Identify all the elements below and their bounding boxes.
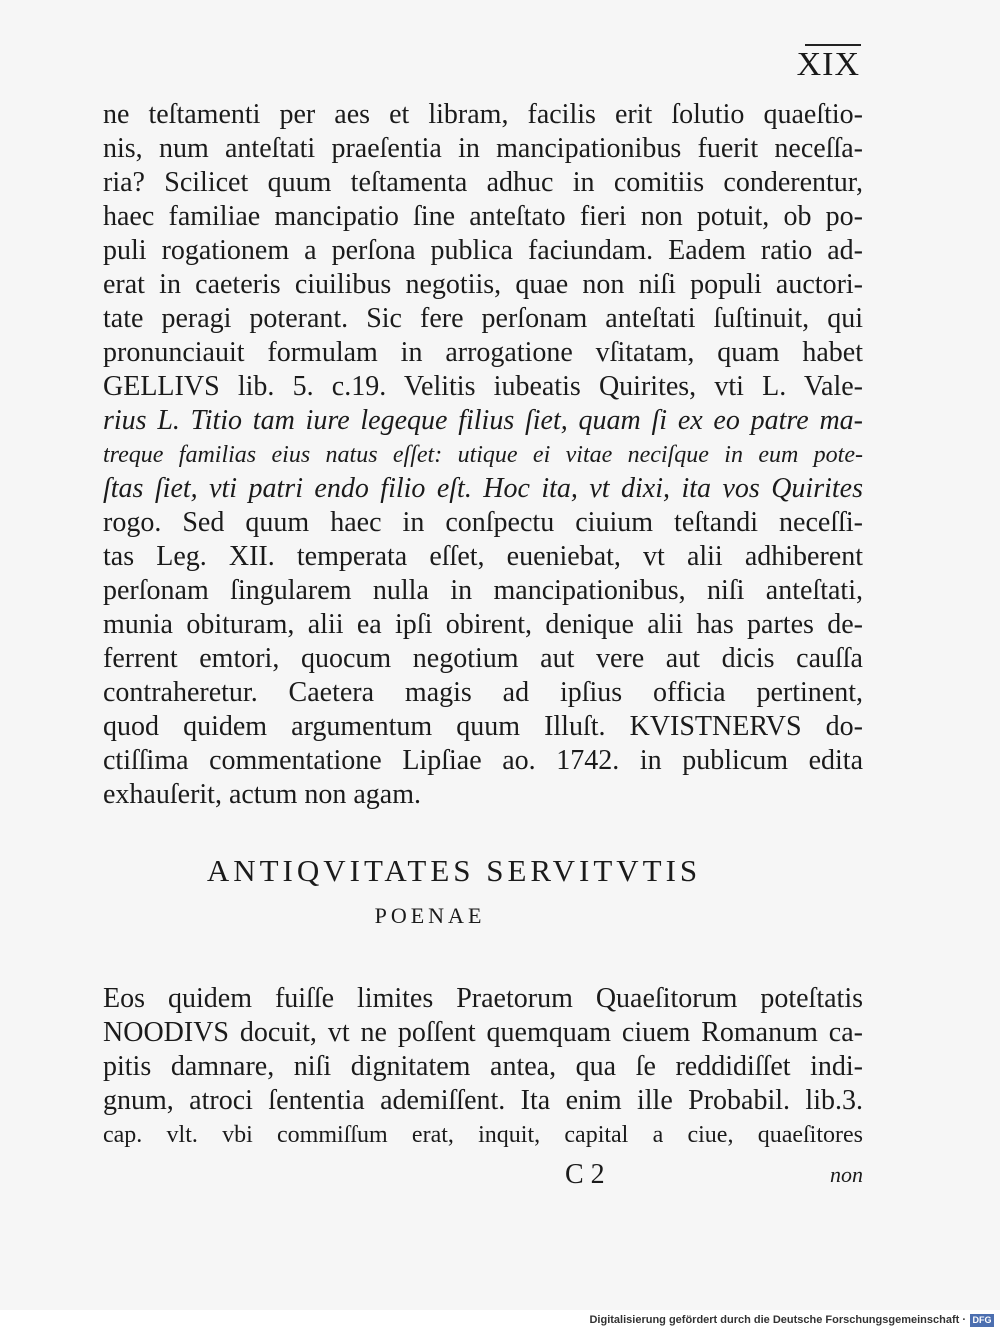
page-number: XIX xyxy=(796,46,860,83)
paragraph-2 xyxy=(103,982,863,1152)
text-line: quod quidem argumentum quum Illuſt. KVISTNERVS do- xyxy=(103,711,863,742)
text-line: treque familias eius natus eſſet: utique ei vitae neciſque in eum pote- xyxy=(103,442,863,468)
text-line: erat in caeteris ciuilibus negotiis, quae non niſi populi auctori- xyxy=(103,269,863,300)
text-line: ne teſtamenti per aes et libram, facilis erit ſolutio quaeſtio- xyxy=(103,99,863,130)
text-line: gnum, atroci ſententia ademiſſent. Ita enim ille Probabil. lib.3. xyxy=(103,1085,863,1116)
text-line: tate peragi poterant. Sic fere perſonam anteſtati ſuſtinuit, qui xyxy=(103,303,863,334)
footer-credit: Digitalisierung gefördert durch die Deutsche Forschungsgemeinschaft · xyxy=(589,1314,966,1326)
text-line: haec familiae mancipatio ſine anteſtato fieri non potuit, ob po- xyxy=(103,201,863,232)
text-line: cap. vlt. vbi commiſſum erat, inquit, capital a ciue, quaeſitores xyxy=(103,1122,863,1148)
digitization-footer xyxy=(0,1310,1000,1332)
text-line: nis, num anteſtati praeſentia in mancipationibus fuerit neceſſa- xyxy=(103,133,863,164)
text-line: munia obituram, alii ea ipſi obirent, denique alii has partes de- xyxy=(103,609,863,640)
text-line: pitis damnare, niſi dignitatem antea, qua ſe reddidiſſet indi- xyxy=(103,1051,863,1082)
dfg-logo-icon: DFG xyxy=(970,1314,994,1327)
text-line: rius L. Titio tam iure legeque filius ſiet, quam ſi ex eo patre ma- xyxy=(103,405,863,436)
text-line: contraheretur. Caetera magis ad ipſius officia pertinent, xyxy=(103,677,863,708)
text-line: NOODIVS docuit, vt ne poſſent quemquam ciuem Romanum ca- xyxy=(103,1017,863,1048)
signature-mark: C 2 xyxy=(565,1159,605,1190)
text-line: ctiſſima commentatione Lipſiae ao. 1742. in publicum edita xyxy=(103,745,863,776)
section-title: ANTIQVITATES SERVITVTIS xyxy=(206,853,702,888)
text-line: puli rogationem a perſona publica faciundam. Eadem ratio ad- xyxy=(103,235,863,266)
text-line: ria? Scilicet quum teſtamenta adhuc in comitiis conderentur, xyxy=(103,167,863,198)
text-line: Eos quidem fuiſſe limites Praetorum Quaeſitorum poteſtatis xyxy=(103,983,863,1014)
text-line: pronunciauit formulam in arrogatione vſitatam, quam habet xyxy=(103,337,863,368)
catchword: non xyxy=(830,1162,863,1187)
text-line: ferrent emtori, quocum negotium aut vere aut dicis cauſſa xyxy=(103,643,863,674)
text-line: perſonam ſingularem nulla in mancipationibus, niſi anteſtati, xyxy=(103,575,863,606)
text-line: rogo. Sed quum haec in conſpectu ciuium teſtandi neceſſi- xyxy=(103,507,863,538)
text-line: ſtas ſiet, vti patri endo filio eſt. Hoc ita, vt dixi, ita vos Quirites xyxy=(103,473,863,504)
section-subtitle: POENAE xyxy=(374,903,486,928)
text-line: GELLIVS lib. 5. c.19. Velitis iubeatis Quirites, vti L. Vale- xyxy=(103,371,863,402)
text-line: tas Leg. XII. temperata eſſet, eueniebat, vt alii adhiberent xyxy=(103,541,863,572)
text-line: exhauſerit, actum non agam. xyxy=(103,779,421,810)
paragraph-1 xyxy=(103,98,863,812)
